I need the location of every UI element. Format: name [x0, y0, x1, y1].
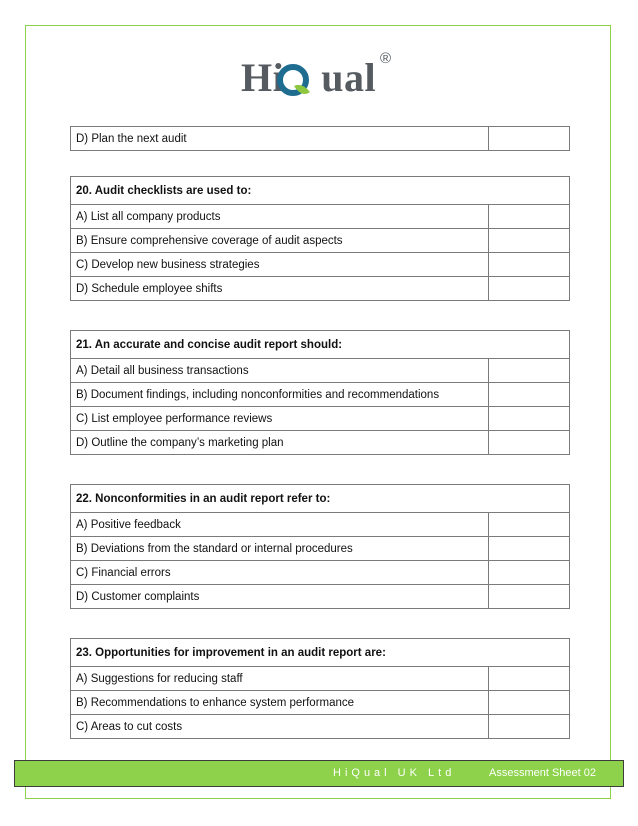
question-row	[71, 485, 570, 513]
option-text: A) Detail all business transactions	[71, 359, 489, 383]
footer-sheet-label: Assessment Sheet 02	[489, 767, 597, 779]
option-text: B) Document findings, including nonconformities and recommendations	[71, 383, 489, 407]
option-row	[71, 691, 570, 715]
question-table-22	[70, 484, 570, 609]
question-row	[71, 639, 570, 667]
logo-text-ual: ual	[321, 55, 377, 100]
option-text: B) Deviations from the standard or internal procedures	[71, 537, 489, 561]
question-table-19-continued	[70, 126, 570, 151]
option-row	[71, 383, 570, 407]
option-row	[71, 359, 570, 383]
option-row	[71, 667, 570, 691]
answer-cell[interactable]	[489, 359, 570, 383]
answer-cell[interactable]	[489, 667, 570, 691]
option-text: A) List all company products	[71, 205, 489, 229]
q-leaf-icon	[276, 62, 312, 98]
option-text: C) Areas to cut costs	[71, 715, 489, 739]
option-text: C) Financial errors	[71, 561, 489, 585]
option-row	[71, 253, 570, 277]
option-row	[71, 431, 570, 455]
option-row	[71, 277, 570, 301]
answer-cell[interactable]	[489, 277, 570, 301]
question-text: 21. An accurate and concise audit report should:	[71, 331, 570, 359]
answer-cell[interactable]	[489, 537, 570, 561]
option-text: B) Ensure comprehensive coverage of audit aspects	[71, 229, 489, 253]
answer-cell[interactable]	[489, 513, 570, 537]
option-text: D) Schedule employee shifts	[71, 277, 489, 301]
question-table-21	[70, 330, 570, 455]
option-text: D) Customer complaints	[71, 585, 489, 609]
question-table-23	[70, 638, 570, 739]
question-text: 23. Opportunities for improvement in an audit report are:	[71, 639, 570, 667]
answer-cell[interactable]	[489, 715, 570, 739]
option-text: C) List employee performance reviews	[71, 407, 489, 431]
option-row	[71, 537, 570, 561]
logo-text-hi: Hi	[241, 55, 285, 100]
option-text: B) Recommendations to enhance system performance	[71, 691, 489, 715]
footer-company: HiQual UK Ltd	[333, 767, 456, 779]
answer-cell[interactable]	[489, 205, 570, 229]
answer-cell[interactable]	[489, 691, 570, 715]
hiqual-logo	[241, 50, 411, 106]
option-text: D) Plan the next audit	[71, 127, 489, 151]
answer-cell[interactable]	[489, 229, 570, 253]
question-row	[71, 331, 570, 359]
option-row	[71, 715, 570, 739]
question-table-20	[70, 176, 570, 301]
answer-cell[interactable]	[489, 561, 570, 585]
option-text: A) Positive feedback	[71, 513, 489, 537]
answer-cell[interactable]	[489, 253, 570, 277]
option-row	[71, 561, 570, 585]
answer-cell[interactable]	[489, 431, 570, 455]
option-text: A) Suggestions for reducing staff	[71, 667, 489, 691]
option-text: D) Outline the company’s marketing plan	[71, 431, 489, 455]
footer-bar	[14, 760, 624, 787]
question-row	[71, 177, 570, 205]
option-row	[71, 585, 570, 609]
registered-mark: ®	[380, 50, 392, 67]
option-row	[71, 513, 570, 537]
option-row	[71, 205, 570, 229]
option-row	[71, 407, 570, 431]
option-row	[71, 127, 570, 151]
option-row	[71, 229, 570, 253]
answer-cell[interactable]	[489, 585, 570, 609]
question-text: 22. Nonconformities in an audit report refer to:	[71, 485, 570, 513]
answer-cell[interactable]	[489, 127, 570, 151]
answer-cell[interactable]	[489, 407, 570, 431]
option-text: C) Develop new business strategies	[71, 253, 489, 277]
question-text: 20. Audit checklists are used to:	[71, 177, 570, 205]
answer-cell[interactable]	[489, 383, 570, 407]
